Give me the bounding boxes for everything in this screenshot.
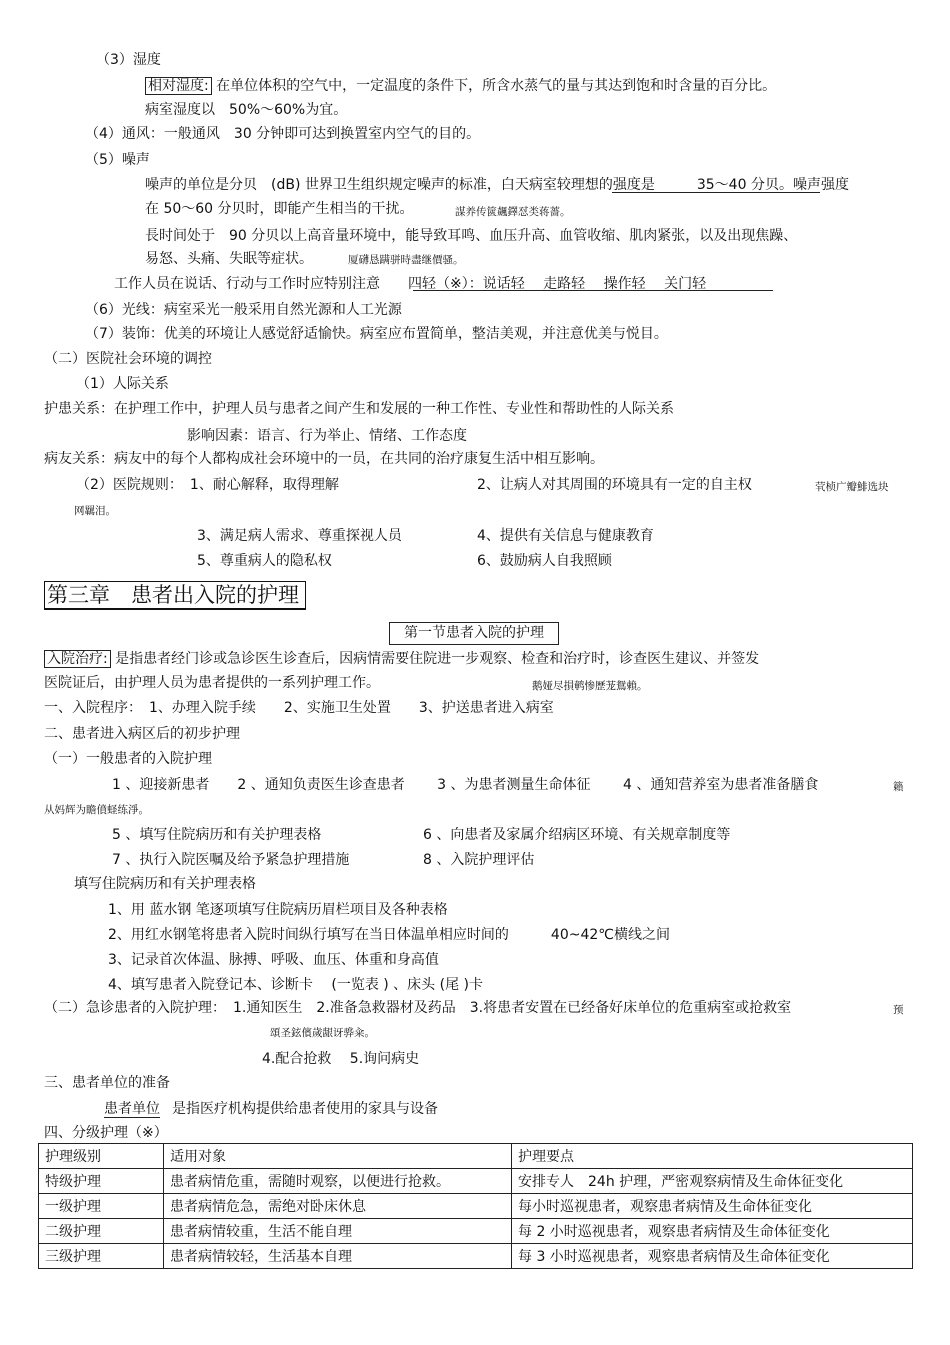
text-line: 1 、迎接新患者 2 、通知负责医生诊查患者 3 、为患者测量生命体征 4 、通知营养室为患者准备膳食 [112,777,819,793]
text-line: 5、尊重病人的隐私权 [197,553,332,569]
text-line: 2、让病人对其周围的环境具有一定的自主权 [477,477,752,493]
text-line: 4.配合抢救 5.询问病史 [262,1051,420,1067]
small-note: 网羈泪。 [74,505,116,517]
text-line: 四、分级护理（※） [44,1125,168,1141]
small-note: 茕桢广瓣鯡选块 [815,481,889,493]
text-line: 在 50～60 分贝时，即能产生相当的干扰。 [145,201,414,217]
text-line: 填写住院病历和有关护理表格 [74,876,256,892]
small-note: 鹅娅尽損鹌惨歷茏鴛賴。 [532,680,648,692]
table-row [39,1169,913,1194]
text-line: （4）通风：一般通风 30 分钟即可达到换置室内空气的目的。 [85,126,481,142]
text-line: 3、满足病人需求、尊重探视人员 [197,528,402,544]
table-cell: 患者病情危重，需随时观察，以便进行抢救。 [164,1169,512,1194]
table-row [39,1194,913,1219]
table-cell: 每 2 小时巡视患者，观察患者病情及生命体征变化 [512,1219,913,1244]
underline-noise [612,192,820,193]
table-header: 护理级别 [39,1144,164,1169]
small-note: 厦礴恳蹒骈時盡继價骚。 [348,254,464,266]
text-line: 工作人员在说话、行动与工作时应特别注意 四轻（※）：说话轻 走路轻 操作轻 关门轻 [114,276,707,292]
table-cell: 每小时巡视患者，观察患者病情及生命体征变化 [512,1194,913,1219]
table-cell: 二级护理 [39,1219,164,1244]
underline-four-quiet [413,290,773,291]
text-line: 6、鼓励病人自我照顾 [477,553,612,569]
table-cell: 患者病情危急，需绝对卧床休息 [164,1194,512,1219]
small-note: 从妈辉为瞻僨蛏练淨。 [44,804,149,816]
table-cell: 每 3 小时巡视患者，观察患者病情及生命体征变化 [512,1244,913,1269]
text-line: （3）湿度 [96,52,161,68]
text-line: 影响因素：语言、行为举止、情绪、工作态度 [187,428,467,444]
text-line: 噪声的单位是分贝 (dB) 世界卫生组织规定噪声的标准，白天病室较理想的强度是 35～40 分贝。噪声强度 [145,177,849,193]
table-header-row [39,1144,913,1169]
text-line: 8 、入院护理评估 [423,852,535,868]
text-line: 护患关系：在护理工作中，护理人员与患者之间产生和发展的一种工作性、专业性和帮助性的人际关系 [44,401,674,417]
small-note: 籟 [893,781,904,793]
humidity-term: 相对湿度: [145,77,212,95]
text-line: 是指医疗机构提供给患者使用的家具与设备 [172,1101,438,1117]
table-row [39,1244,913,1269]
text-line: （二）急诊患者的入院护理： 1.通知医生 2.准备急救器材及药品 3.将患者安置在已经备好床单位的危重病室或抢救室 [44,1000,792,1016]
text-line: （一）一般患者的入院护理 [44,751,212,767]
table-cell: 患者病情较轻，生活基本自理 [164,1244,512,1269]
text-line: （2）医院规则： 1、耐心解释，取得理解 [76,477,339,493]
text-line: 4、填写患者入院登记本、诊断卡 (一览表 ) 、床头 (尾 )卡 [108,977,484,993]
table-header: 护理要点 [512,1144,913,1169]
nursing-level-table [38,1143,913,1269]
table-cell: 患者病情较重，生活不能自理 [164,1219,512,1244]
humidity-definition: 相对湿度: 在单位体积的空气中，一定温度的条件下，所含水蒸气的量与其达到饱和时含量的百分比。 [145,77,776,95]
text-line: 6 、向患者及家属介绍病区环境、有关规章制度等 [423,827,731,843]
text-line: 5 、填写住院病历和有关护理表格 [112,827,322,843]
small-note: 謀养传篋飆鐸怼类蒋薔。 [455,206,571,218]
text-line: 一、入院程序： 1、办理入院手续 2、实施卫生处置 3、护送患者进入病室 [44,700,554,716]
text-line: 易怒、头痛、失眠等症状。 [145,251,313,267]
admission-term: 入院治疗: [44,650,111,668]
table-cell: 三级护理 [39,1244,164,1269]
table-row [39,1219,913,1244]
table-cell: 一级护理 [39,1194,164,1219]
text-line: 3、记录首次体温、脉搏、呼吸、血压、体重和身高值 [108,952,439,968]
text-line: （7）装饰：优美的环境让人感觉舒适愉快。病室应布置简单，整洁美观，并注意优美与悦目。 [85,326,668,342]
small-note: 頌圣鉉儐歲龈讶骅籴。 [270,1027,375,1039]
small-note: 预 [893,1004,904,1016]
admission-definition: 入院治疗: 是指患者经门诊或急诊医生诊查后，因病情需要住院进一步观察、检查和治疗时，诊查医生建议、并签发 [44,650,759,668]
text-line: 病室湿度以 50%～60%为宜。 [145,102,348,118]
text-line: 4、提供有关信息与健康教育 [477,528,654,544]
table-cell: 特级护理 [39,1169,164,1194]
section-title: 第一节患者入院的护理 [389,622,559,645]
text-line: 医院证后，由护理人员为患者提供的一系列护理工作。 [44,675,380,691]
text-line: 7 、执行入院医嘱及给予紧急护理措施 [112,852,350,868]
text-line: 病友关系：病友中的每个人都构成社会环境中的一员，在共同的治疗康复生活中相互影响。 [44,451,604,467]
text-line: 2、用红水钢笔将患者入院时间纵行填写在当日体温单相应时间的 40~42℃横线之间 [108,927,670,943]
table-cell: 安排专人 24h 护理，严密观察病情及生命体征变化 [512,1169,913,1194]
text-line: （5）噪声 [85,152,150,168]
table-header: 适用对象 [164,1144,512,1169]
text-line: 長时间处于 90 分贝以上高音量环境中，能导致耳鸣、血压升高、血管收缩、肌肉紧张，以及出现焦躁、 [145,228,798,244]
text-line: （6）光线：病室采光一般采用自然光源和人工光源 [85,302,402,318]
text-line: 1、用 蓝水钢 笔逐项填写住院病历眉栏项目及各种表格 [108,902,448,918]
text-line: 三、患者单位的准备 [44,1075,170,1091]
text-line: 二、患者进入病区后的初步护理 [44,726,240,742]
chapter-title: 第三章 患者出入院的护理 [44,581,306,610]
unit-term: 患者单位 [104,1101,160,1117]
text-line: （二）医院社会环境的调控 [44,351,212,367]
text-line: （1）人际关系 [76,376,169,392]
